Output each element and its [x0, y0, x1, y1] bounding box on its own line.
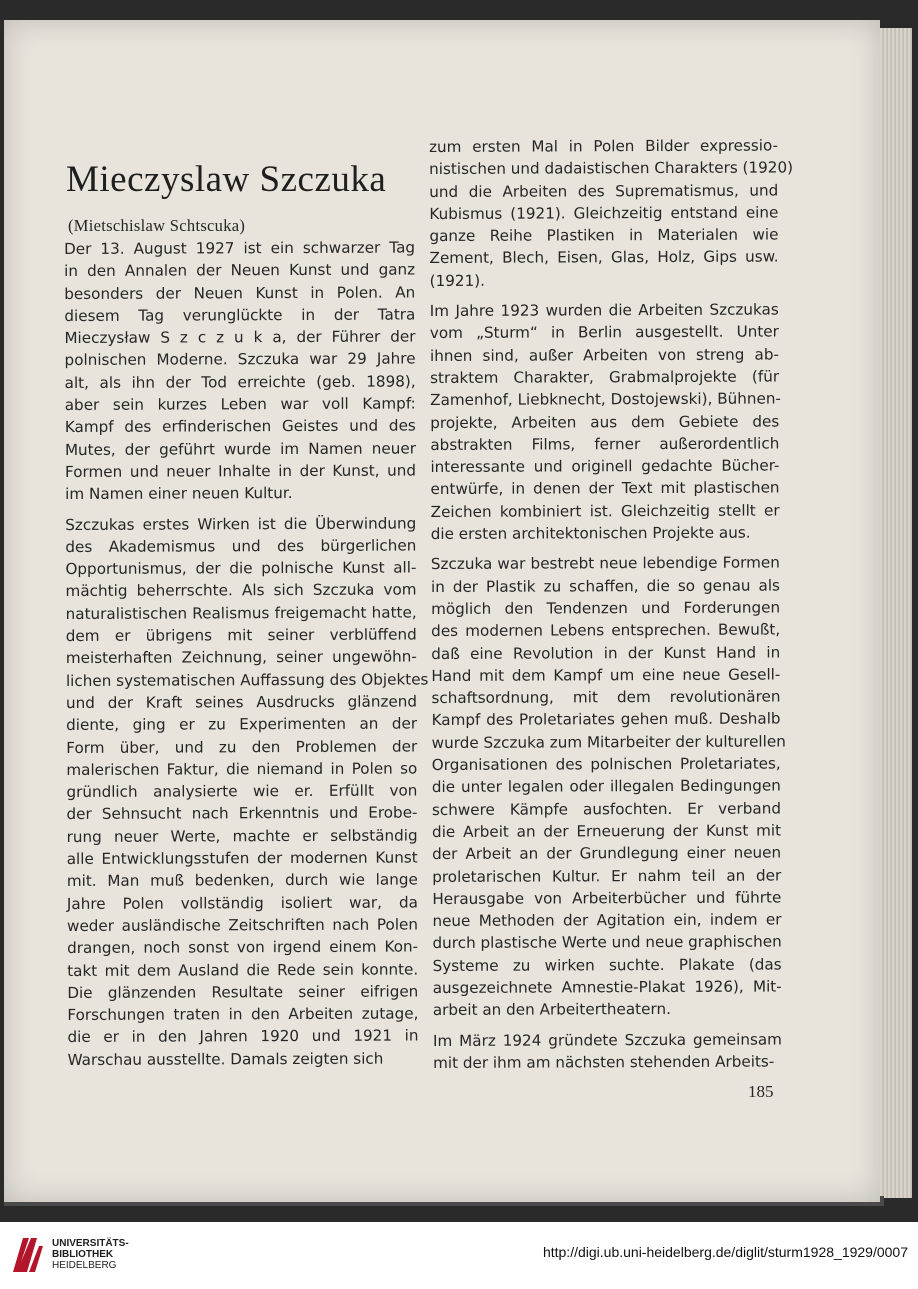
university-logo-icon[interactable]: [9, 1232, 45, 1276]
page-edges: [876, 28, 912, 1198]
text-line: gründlich analysierte wie er. Erfüllt von: [66, 781, 418, 802]
text-line: Organisationen des polnischen Proletariates,: [431, 754, 781, 775]
text-line: der Arbeit an der Grundlegung einer neuen: [432, 843, 782, 864]
text-line: Warschau ausstellte. Damals zeigten sich: [67, 1049, 384, 1069]
paragraph: [430, 299, 780, 546]
text-line: Hand mit dem Kampf um eine neue Gesell-: [431, 665, 781, 685]
text-line: möglich den Tendenzen und Forderungen: [431, 598, 781, 618]
text-line: (1921).: [429, 271, 486, 290]
text-line: Im März 1924 gründete Szczuka gemeinsam: [432, 1030, 782, 1050]
text-line: diente, ging er zu Experimenten an der: [66, 714, 418, 735]
text-line: durch plastische Werte und neue graphischen: [432, 932, 782, 953]
text-line: Mieczysław S z c z u k a, der Führer der: [64, 327, 416, 348]
text-line: rung neuer Werte, machte er selbständig: [66, 826, 418, 846]
text-line: Zeichen kombiniert ist. Gleichzeitig stellt er: [430, 501, 780, 521]
left-text-column: [64, 236, 429, 1071]
text-line: Opportunismus, der die polnische Kunst all-: [65, 558, 417, 579]
text-line: Herausgabe von Arbeiterbücher und führte: [432, 888, 782, 908]
text-line: takt mit dem Ausland die Rede sein konnte.: [67, 959, 419, 980]
text-line: Forschungen traten in den Arbeiten zutage,: [67, 1004, 419, 1025]
paragraph: [64, 236, 416, 505]
text-line: in den Annalen der Neuen Kunst und ganz: [64, 260, 416, 281]
text-line: mit der ihm am nächsten stehenden Arbeits-: [433, 1052, 775, 1072]
page-url-link[interactable]: http://digi.ub.uni-heidelberg.de/diglit/sturm1928_1929/0007: [542, 1244, 908, 1260]
text-line: Die glänzenden Resultate seiner eifrigen: [67, 982, 419, 1002]
text-line: und der Kraft seines Ausdrucks glänzend: [65, 692, 418, 712]
text-line: drangen, noch sonst von irgend einem Kon-: [67, 937, 419, 958]
text-line: Szczuka war bestrebt neue lebendige Formen: [430, 553, 780, 574]
text-line: die unter legalen oder illegalen Bedingungen: [431, 776, 781, 797]
text-line: Formen und neuer Inhalte in der Kunst, und: [64, 461, 417, 481]
text-line: ganze Reihe Plastiken in Materialen wie: [429, 225, 779, 246]
text-line: dem er übrigens mit seiner verblüffend: [65, 625, 417, 646]
article-title: Mieczyslaw Szczuka: [66, 159, 387, 200]
text-line: Systeme zu wirken suchte. Plakate (das: [432, 955, 782, 975]
text-line: schwere Kämpfe ausfochten. Er verband: [431, 799, 781, 819]
text-line: interessante und originell gedachte Bücher-: [430, 456, 780, 477]
text-line: vom „Sturm“ in Berlin ausgestellt. Unter: [429, 322, 779, 343]
text-line: die ersten architektonischen Projekte aus.: [430, 523, 751, 544]
logo-line-1: UNIVERSITÄTS-: [52, 1238, 129, 1249]
text-line: abstrakten Films, ferner außerordentlich: [430, 434, 780, 454]
university-logo-text[interactable]: [52, 1238, 129, 1271]
paragraph: [433, 1028, 782, 1074]
text-line: weder ausländische Zeitschriften nach Polen: [66, 915, 419, 935]
text-line: zum ersten Mal in Polen Bilder expressio-: [429, 136, 779, 156]
text-line: diesem Tag verunglückte in der Tatra: [64, 305, 416, 325]
text-line: des Akademismus und des bürgerlichen: [65, 536, 417, 556]
article-subtitle: (Mietschislaw Schtscuka): [68, 216, 246, 235]
page-number: 185: [748, 1082, 774, 1101]
text-line: alt, als ihn der Tod erreichte (geb. 1898),: [64, 372, 416, 392]
text-line: Kubismus (1921). Gleichzeitig entstand eine: [429, 203, 779, 223]
text-line: Jahre Polen vollständig isoliert war, da: [66, 893, 418, 913]
text-line: lichen systematischen Auffassung des Objektes: [65, 670, 429, 690]
text-line: projekte, Arbeiten aus dem Gebiete des: [430, 412, 780, 432]
text-line: besonders der Neuen Kunst in Polen. An: [64, 283, 416, 303]
text-line: die Arbeit an der Erneuerung der Kunst mit: [431, 821, 782, 841]
text-line: daß eine Revolution in der Kunst Hand in: [431, 643, 781, 663]
text-line: Szczukas erstes Wirken ist die Überwindung: [65, 514, 417, 534]
text-line: in der Plastik zu schaffen, die so genau als: [430, 576, 781, 596]
text-line: des modernen Lebens entsprechen. Bewußt,: [431, 620, 781, 641]
text-line: Mutes, der geführt wurde im Namen neuer: [64, 439, 416, 459]
text-line: naturalistischen Realismus freigemacht hatte,: [65, 603, 417, 623]
text-line: Kampf des Proletariates gehen muß. Deshalb: [431, 709, 781, 730]
text-line: Im Jahre 1923 wurden die Arbeiten Szczukas: [429, 300, 779, 321]
text-line: meisterhaften Zeichnung, seiner ungewöhn-: [65, 647, 417, 668]
text-line: polnischen Moderne. Szczuka war 29 Jahre: [64, 349, 416, 370]
text-line: Zamenhof, Liebknecht, Dostojewski), Bühnen-: [430, 389, 781, 410]
paragraph: [65, 512, 429, 1071]
text-line: malerischen Faktur, die niemand in Polen so: [66, 759, 418, 779]
text-line: Kampf des erfinderischen Geistes und des: [64, 416, 416, 437]
right-text-column: [429, 134, 794, 1074]
text-line: im Namen einer neuen Kultur.: [65, 484, 293, 504]
text-line: mächtig beherrschte. Als sich Szczuka vom: [65, 580, 417, 601]
logo-line-2: BIBLIOTHEK: [52, 1249, 114, 1260]
text-line: schaftsordnung, mit dem revolutionären: [431, 687, 781, 708]
text-line: entwürfe, in denen der Text mit plastischen: [430, 478, 780, 499]
text-line: Der 13. August 1927 ist ein schwarzer Tag: [64, 238, 416, 258]
text-line: straktem Charakter, Grabmalprojekte (für: [430, 367, 780, 387]
text-line: Form über, und zu den Problemen der: [66, 736, 418, 757]
paragraph: [429, 134, 794, 292]
text-line: Zement, Blech, Eisen, Glas, Holz, Gips usw.: [429, 247, 779, 268]
text-line: alle Entwicklungsstufen der modernen Kunst: [66, 848, 418, 869]
viewer-footer: [0, 1222, 918, 1289]
text-line: wurde Szczuka zum Mitarbeiter der kulturellen: [431, 732, 786, 752]
text-line: aber sein kurzes Leben war voll Kampf:: [64, 394, 416, 415]
text-line: ihnen sind, außer Arbeiten von streng ab-: [429, 345, 779, 365]
text-line: und die Arbeiten des Suprematismus, und: [429, 181, 779, 201]
text-line: neue Methoden der Agitation ein, indem er: [432, 910, 782, 931]
text-line: arbeit an den Arbeitertheatern.: [432, 1000, 671, 1020]
logo-line-3: HEIDELBERG: [52, 1260, 117, 1271]
paragraph: [430, 552, 786, 1022]
text-line: die er in den Jahren 1920 und 1921 in: [67, 1026, 419, 1047]
text-line: ausgezeichnete Amnestie-Plakat 1926), Mit-: [432, 977, 782, 997]
text-line: der Sehnsucht nach Erkenntnis und Erobe-: [66, 803, 418, 824]
text-line: mit. Man muß bedenken, durch wie lange: [66, 870, 418, 891]
text-line: proletarischen Kultur. Er nahm teil an der: [432, 865, 782, 886]
text-line: nistischen und dadaistischen Charakters (1920): [429, 158, 794, 179]
